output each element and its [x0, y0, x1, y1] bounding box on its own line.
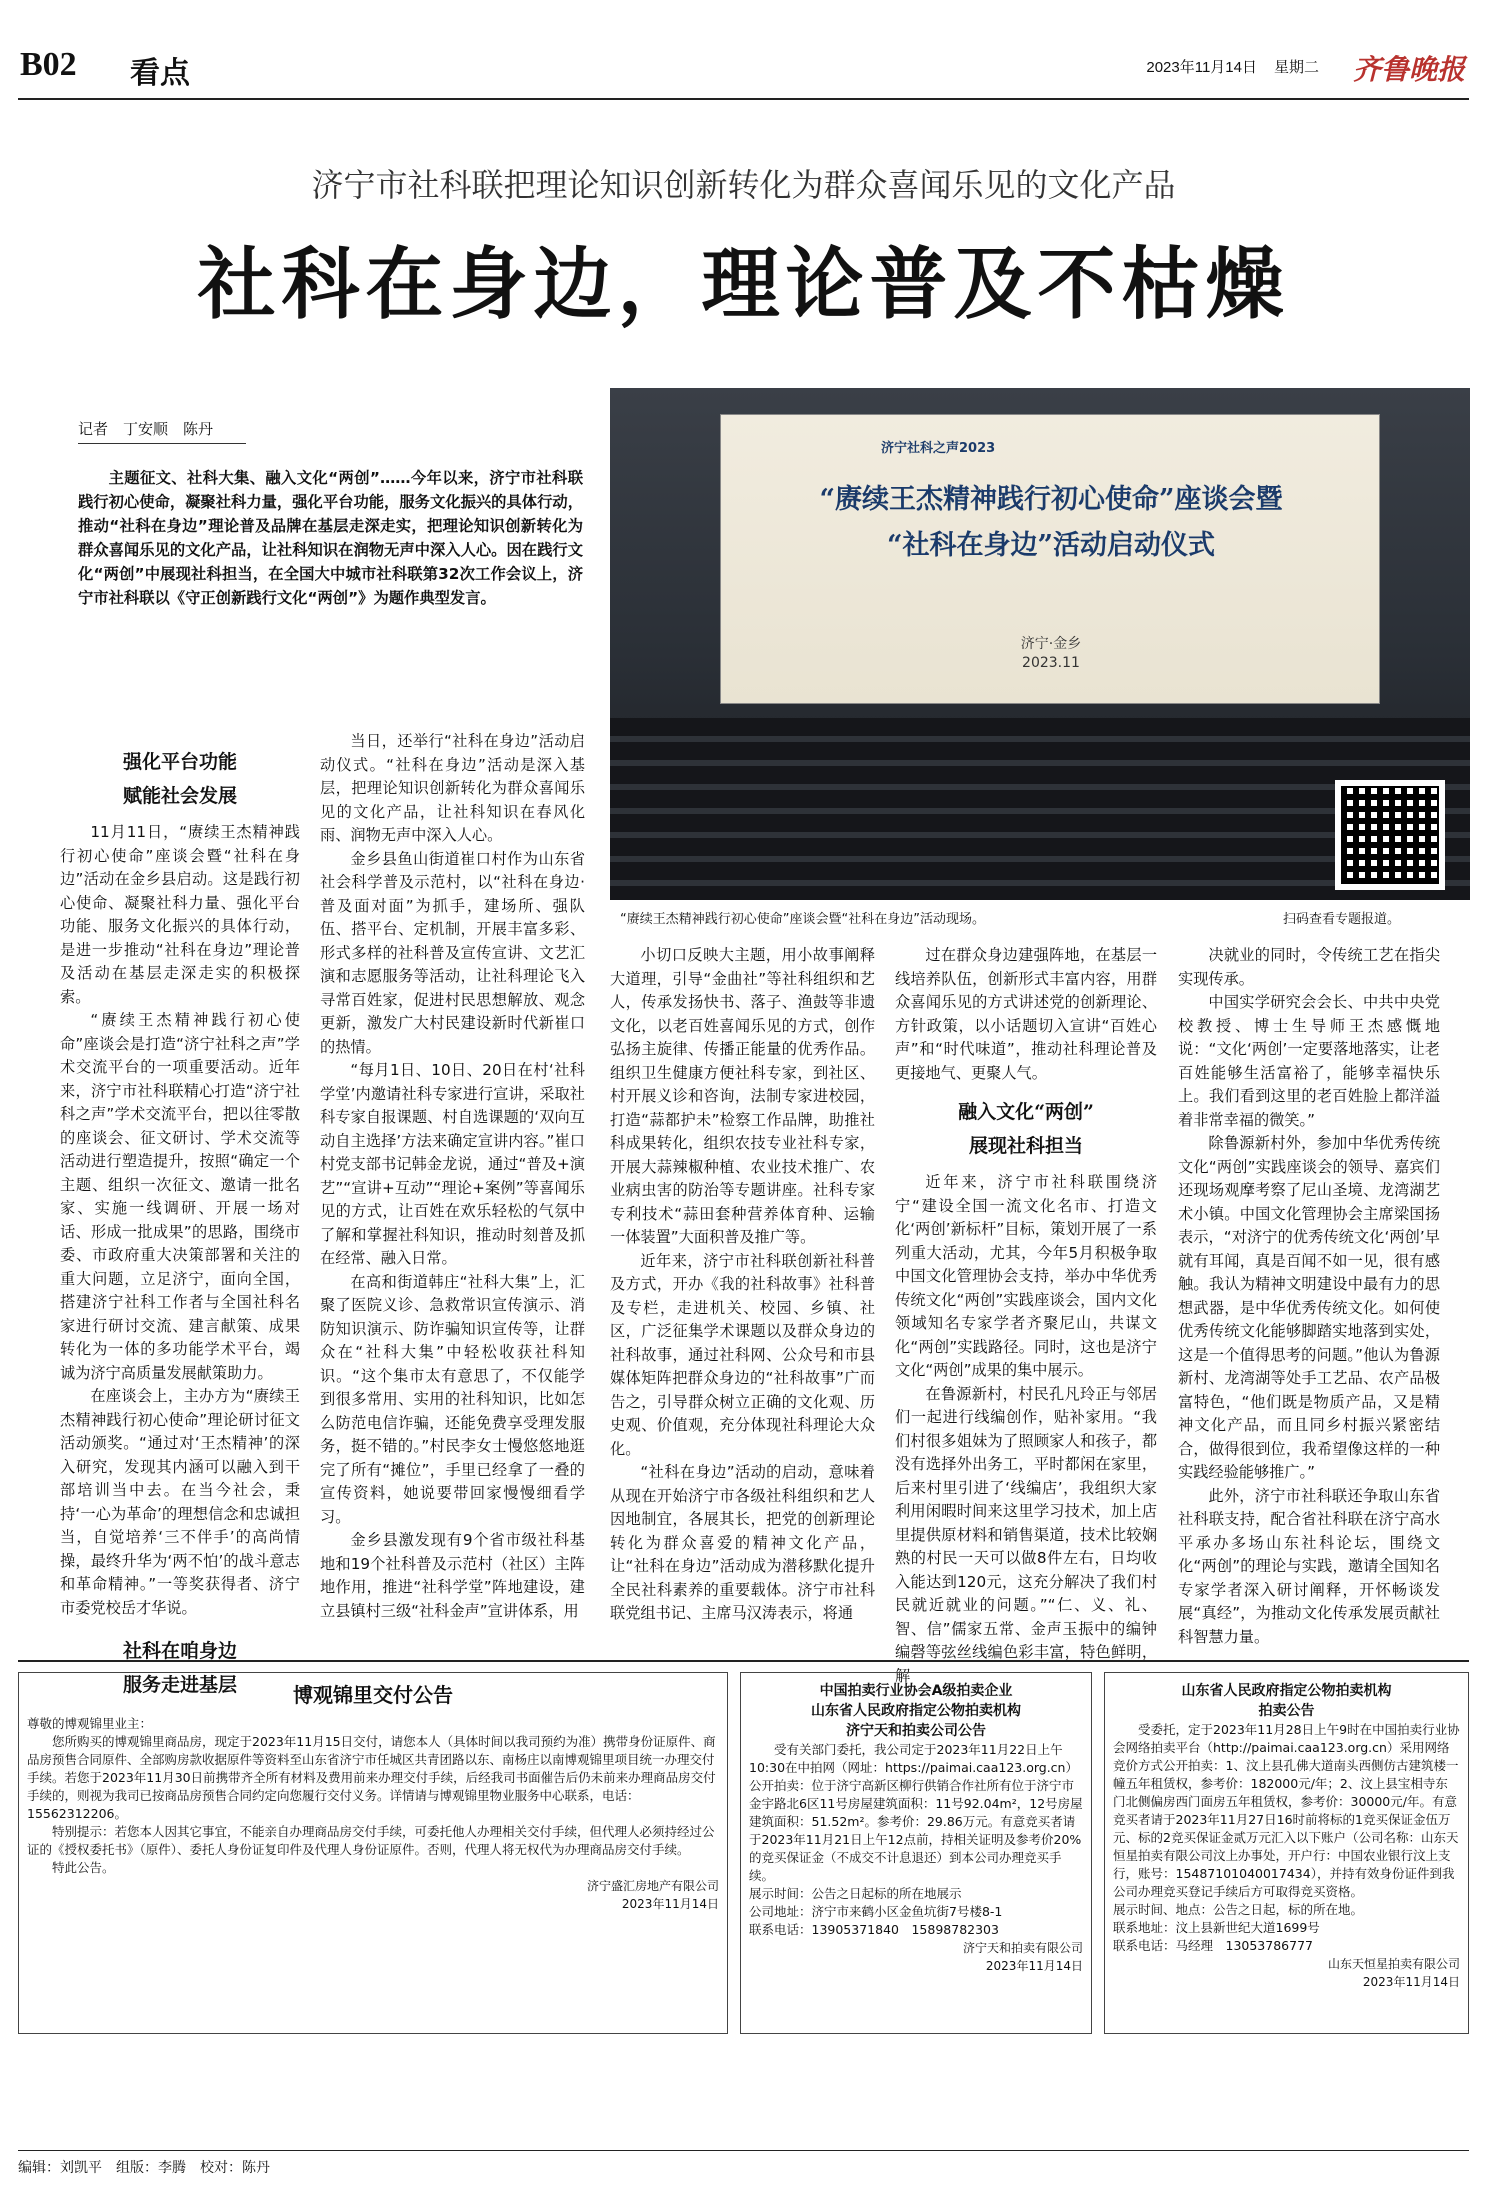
auction-tianhe-title2: 山东省人民政府指定公物拍卖机构: [811, 1703, 1021, 1719]
paragraph: 11月11日，“赓续王杰精神践行初心使命”座谈会暨“社科在身边”活动在金乡县启动。这是践行初心使命、凝聚社科力量、强化平台功能、服务文化振兴的具体行动，是进一步推动“社科在身边”理论普及活动在基层走深走实的积极探索。: [60, 823, 300, 1006]
article-column-4: [895, 944, 1157, 1685]
auction-thx-phone: 联系电话：马经理 13053786777: [1113, 1938, 1313, 1953]
section-name: 看点: [130, 56, 190, 91]
article-lead: 主题征文、社科大集、融入文化“两创”……今年以来，济宁市社科联践行初心使命，凝聚社科力量，强化平台功能，服务文化振兴的具体行动，推动“社科在身边”理论普及品牌在基层走深走实，把理论知识创新转化为群众喜闻乐见的文化产品，让社科知识在润物无声中深入人心。因在践行文化“两创”中展现社科担当，在全国大中城市社科联第32次工作会议上，济宁市社科联以《守正创新践行文化“两创”》为题作典型发言。: [78, 469, 583, 607]
banner-title-line1: “赓续王杰精神践行初心使命”座谈会暨: [819, 484, 1283, 515]
subhead-1-line1: 强化平台功能: [122, 751, 237, 773]
auction-thx-body: 受委托，定于2023年11月28日上午9时在中国拍卖行业协会网络拍卖平台（http://paimai.caa123.org.cn）采用网络竞价方式公开拍卖：1、汶上县孔佛大道南头西侧仿古建筑楼一幢五年租赁权，参考价：182000元/年；2、汶上县宝相寺东门北侧偏房西门面房五年租赁权，参考价：30000元/年。有意竞买者请于2023年11月27日16时前将标的1竞买保证金伍万元、标的2竞买保证金贰万元汇入以下账户（公司名称：山东天恒星拍卖有限公司汶上办事处，开户行：中国农业银行汶上支行，账号：15487101040017434），并持有效身份证件到我公司办理竞买登记手续后方可取得竞买资格。: [1113, 1722, 1460, 1899]
auction-tianhe-show: 展示时间：公告之日起标的所在地展示: [749, 1886, 962, 1901]
auction-thx-signer: 山东天恒星拍卖有限公司: [1327, 1957, 1460, 1971]
auction-thx-show: 展示时间、地点：公告之日起，标的所在地。: [1113, 1902, 1364, 1917]
qr-code[interactable]: [1335, 780, 1445, 890]
paragraph: 决就业的同时，令传统工艺在指尖实现传承。: [1178, 946, 1440, 988]
photo-caption: “赓续王杰精神践行初心使命”座谈会暨“社科在身边”活动现场。: [620, 912, 985, 927]
paragraph: “每月1日、10日、20日在村‘社科学堂’内邀请社科专家进行宣讲，采取社科专家自报课题、村自选课题的‘双向互动自主选择’方法来确定宣讲内容。”崔口村党支部书记韩金龙说，通过“普及+演艺”“宣讲+互动”“理论+案例”等喜闻乐见的方式，让百姓在欢乐轻松的气氛中了解和掌握社科知识，推动时刻普及抓在经常、融入日常。: [320, 1061, 585, 1267]
paragraph: 在高和街道韩庄“社科大集”上，汇聚了医院义诊、急救常识宣传演示、消防知识演示、防诈骗知识宣传等，让群众在“社科大集”中轻松收获社科知识。“这个集市太有意思了，不仅能学到很多常用、实用的社科知识，比如怎么防范电信诈骗，还能免费享受理发服务，挺不错的。”村民李女士慢悠悠地逛完了所有“摊位”，手里已经拿了一叠的宣传资料，她说要带回家慢慢细看学习。: [320, 1272, 585, 1526]
delivery-notice: [18, 1672, 728, 2034]
banner-title-line2: “社科在身边”活动启动仪式: [886, 530, 1216, 561]
delivery-notice-greeting: 尊敬的博观锦里业主：: [27, 1716, 153, 1731]
banner-brand: 济宁社科之声2023: [881, 441, 996, 456]
delivery-notice-note: 特别提示：若您本人因其它事宜，不能亲自办理商品房交付手续，可委托他人办理相关交付手续，但代理人必须持经过公证的《授权委托书》（原件）、委托人身份证复印件及代理人身份证原件。否则，代理人将无权代为办理商品房交付手续。: [27, 1824, 715, 1857]
banner-location: 济宁·金乡: [1020, 636, 1082, 652]
newspaper-logo: 齐鲁晚报: [1352, 53, 1465, 86]
article-column-2: [320, 730, 585, 1650]
auction-notice-tianhengxing: [1104, 1672, 1469, 2034]
subhead-3-line2: 展现社科担当: [968, 1135, 1083, 1157]
paragraph: 此外，济宁市社科联还争取山东省社科联支持，配合省社科联在济宁高水平承办多场山东社科论坛，围绕文化“两创”的理论与实践，邀请全国知名专家学者深入研讨阐释，开怀畅谈发展“真经”，为推动文化传承发展贡献社科智慧力量。: [1178, 1486, 1440, 1646]
paragraph: 近年来，济宁市社科联创新社科普及方式，开办《我的社科故事》社科普及专栏，走进机关、校园、乡镇、社区，广泛征集学术课题以及群众身边的社科故事，通过社科网、公众号和市县媒体矩阵把群众身边的“社科故事”广而告之，引导群众树立正确的文化观、历史观、价值观，充分体现社科理论大众化。: [610, 1251, 875, 1458]
issue-weekday: 星期二: [1273, 58, 1319, 76]
stage-banner: [720, 414, 1380, 704]
delivery-notice-signer: 济宁盛汇房地产有限公司: [586, 1879, 719, 1893]
paragraph: 近年来，济宁市社科联围绕济宁“建设全国一流文化名市、打造文化‘两创’新标杆”目标，策划开展了一系列重大活动，尤其，今年5月积极争取中国文化管理协会支持，举办中华优秀传统文化“两创”实践座谈会，国内文化领域知名专家学者齐聚尼山，共谋文化“两创”实践路径。同时，这也是济宁文化“两创”成果的集中展示。: [895, 1173, 1157, 1379]
subhead-3-line1: 融入文化“两创”: [958, 1101, 1094, 1123]
paragraph: 中国实学研究会会长、中共中央党校教授、博士生导师王杰感慨地说：“文化‘两创’一定要落地落实，让老百姓能够生活富裕了，能够幸福快乐上。我们看到这里的老百姓脸上都洋溢着非常幸福的微笑。”: [1178, 993, 1440, 1129]
article-headline: 社科在身边，理论普及不枯燥: [197, 239, 1290, 330]
auction-tianhe-body: 受有关部门委托，我公司定于2023年11月22日上午10:30在中拍网（网址：https://paimai.caa123.org.cn）公开拍卖：位于济宁高新区柳行供销合作社所有位于济宁市金宇路北6区11号房屋建筑面积：11号92.04m²，12号房屋建筑面积：51.52m²。参考价：29.86万元。有意竞买者请于2023年11月21日上午12点前，持相关证明及参考价20%的竞买保证金（不成交不计息退还）到本公司办理竞买手续。: [749, 1742, 1083, 1883]
auction-notice-tianhe: [740, 1672, 1092, 2034]
paragraph: 在座谈会上，主办方为“赓续王杰精神践行初心使命”理论研讨征文活动颁奖。“通过对‘王杰精神’的深入研究，发现其内涵可以融入到干部培训当中去。在当今社会，秉持‘一心为革命’的理想信念和忠诚担当，自觉培养‘三不伴手’的高尚情操，最终升华为‘两不怕’的战斗意志和革命精神。”一等奖获得者、济宁市委党校岳才华说。: [60, 1387, 300, 1617]
paragraph: “社科在身边”活动的启动，意味着从现在开始济宁市各级社科组织和艺人因地制宜，各展其长，把党的创新理论转化为群众喜爱的精神文化产品，让“社科在身边”活动成为潜移默化提升全民社科素养的重要载体。济宁市社科联党组书记、主席马汉涛表示，将通: [610, 1463, 875, 1622]
auction-tianhe-phone: 联系电话：13905371840 15898782303: [749, 1922, 999, 1937]
subhead-1-line2: 赋能社会发展: [122, 785, 237, 807]
paragraph: 金乡县鱼山街道崔口村作为山东省社会科学普及示范村，以“社科在身边·普及面对面”为抓手，建场所、强队伍、搭平台、定机制，开展丰富多彩、形式多样的社科普及宣传宣讲、文艺汇演和志愿服务等活动，让社科理论飞入寻常百姓家，促进村民思想解放、观念更新，激发广大村民建设新时代新崔口的热情。: [320, 849, 585, 1056]
auction-tianhe-address: 公司地址：济宁市来鹤小区金鱼坑街7号楼8-1: [749, 1904, 1003, 1919]
article-column-5: [1178, 944, 1440, 1650]
qr-caption: 扫码查看专题报道。: [1283, 912, 1401, 927]
auction-thx-address: 联系地址：汶上县新世纪大道1699号: [1113, 1920, 1320, 1935]
paragraph: “赓续王杰精神践行初心使命”座谈会是打造“济宁社科之声”学术交流平台的一项重要活动。近年来，济宁市社科联精心打造“济宁社科之声”学术交流平台，把以往零散的座谈会、征文研讨、学术交流等活动进行塑造提升，按照“确定一个主题、组织一次征文、邀请一批名家、实施一线调研、开展一场对话、形成一批成果”的思路，围绕市委、市政府重大决策部署和关注的重大问题，立足济宁，面向全国，搭建济宁社科工作者与全国社科名家进行研讨交流、建言献策、成果转化为一体的多功能学术平台，竭诚为济宁高质量发展献策助力。: [60, 1011, 300, 1382]
auction-tianhe-title1: 中国拍卖行业协会A级拍卖企业: [819, 1683, 1013, 1699]
delivery-notice-date: 2023年11月14日: [621, 1897, 719, 1911]
page-header: [18, 38, 1469, 100]
auction-tianhe-signer: 济宁天和拍卖有限公司: [962, 1941, 1083, 1955]
notices-area: [18, 1660, 1469, 2040]
paragraph: 金乡县激发现有9个省市级社科基地和19个社科普及示范村（社区）主阵地作用，推进“社科学堂”阵地建设，建立县镇村三级“社科金声”宣讲体系，用: [320, 1531, 585, 1620]
subhead-2-line2: 服务走进基层: [122, 1674, 237, 1696]
auction-thx-date: 2023年11月14日: [1362, 1975, 1460, 1989]
paragraph: 小切口反映大主题，用小故事阐释大道理，引导“金曲社”等社科组织和艺人，传承发扬快书、落子、渔鼓等非遗文化，以老百姓喜闻乐见的方式，创作弘扬主旋律、传播正能量的优秀作品。组织卫生健康方便社科专家，到社区、村开展义诊和咨询，法制专家进校园，打造“蒜都护未”检察工作品牌，助推社科成果转化，组织农技专业社科专家，开展大蒜辣椒种植、农业技术推广、农业病虫害的防治等专题讲座。社科专家专利技术“蒜田套种营养体育种、运输一体装置”大面积普及推广等。: [610, 946, 875, 1246]
article-byline: 记者 丁安顺 陈丹: [78, 418, 246, 444]
paragraph: 过在群众身边建强阵地，在基层一线培养队伍，创新形式丰富内容，用群众喜闻乐见的方式讲述党的创新理论、方针政策，以小话题切入宣讲“百姓心声”和“时代味道”，推动社科理论普及更接地气、更聚人气。: [895, 946, 1157, 1082]
auction-tianhe-title3: 济宁天和拍卖公司公告: [846, 1723, 986, 1739]
page-footer-credits: 编辑：刘凯平 组版：李腾 校对：陈丹: [18, 2150, 1469, 2177]
article-column-3: [610, 944, 875, 1650]
banner-date: 2023.11: [1022, 655, 1080, 671]
subhead-2-line1: 社科在咱身边: [122, 1640, 237, 1662]
paragraph: 当日，还举行“社科在身边”活动启动仪式。“社科在身边”活动是深入基层，把理论知识创新转化为群众喜闻乐见的文化产品，让社科知识在春风化雨、润物无声中深入人心。: [320, 732, 585, 844]
delivery-notice-title: 博观锦里交付公告: [293, 1683, 453, 1707]
article-kicker: 济宁市社科联把理论知识创新转化为群众喜闻乐见的文化产品: [311, 166, 1176, 204]
auction-thx-title1: 山东省人民政府指定公物拍卖机构: [1181, 1683, 1392, 1699]
delivery-notice-end: 特此公告。: [52, 1860, 115, 1875]
issue-date: 2023年11月14日: [1146, 59, 1257, 76]
paragraph: 除鲁源新村外，参加中华优秀传统文化“两创”实践座谈会的领导、嘉宾们还现场观摩考察了尼山圣境、龙湾湖艺术小镇。中国文化管理协会主席梁国扬表示，“对济宁的优秀传统文化‘两创’早就有耳闻，真是百闻不如一见，很有感触。我认为精神文明建设中最有力的思想武器，是中华优秀传统文化。如何使优秀传统文化能够脚踏实地落到实处，这是一个值得思考的问题。”他认为鲁源新村、龙湾湖等处手工艺品、农产品极富特色，“他们既是物质产品，又是精神文化产品，而且同乡村振兴紧密结合，做得很到位，我希望像这样的一种实践经验能够推广。”: [1178, 1134, 1440, 1481]
page-number: B02: [20, 46, 77, 83]
delivery-notice-body: 您所购买的博观锦里商品房，现定于2023年11月15日交付，请您本人（具体时间以我司预约为准）携带身份证原件、商品房预售合同原件、全部购房款收据原件等资料至山东省济宁市任城区共青团路以东、南杨庄以南博观锦里项目统一办理交付手续。若您于2023年11月30日前携带齐全所有材料及费用前来办理交付手续，后经我司书面催告后仍未前来办理商品房交付手续的，则视为我司已按商品房预售合同约定向您履行交付义务。详情请与博观锦里物业服务中心联系，电话：15562312206。: [27, 1734, 716, 1821]
auction-thx-title2: 拍卖公告: [1258, 1703, 1315, 1719]
article-column-1: [60, 745, 300, 1696]
auction-tianhe-date: 2023年11月14日: [985, 1959, 1083, 1973]
paragraph: 在鲁源新村，村民孔凡玲正与邻居们一起进行线编创作，贴补家用。“我们村很多姐妹为了照顾家人和孩子，都没有选择外出务工，平时都闲在家里，后来村里引进了‘线编店’，我组织大家利用闲暇时间来这里学习技术，加上店里提供原材料和销售渠道，技术比较娴熟的村民一天可以做8件左右，日均收入能达到120元，这充分解决了我们村民就近就业的问题。”“仁、义、礼、智、信”儒家五常、金声玉振中的编钟编磬等弦丝线编色彩丰富，特色鲜明，解: [895, 1384, 1157, 1685]
